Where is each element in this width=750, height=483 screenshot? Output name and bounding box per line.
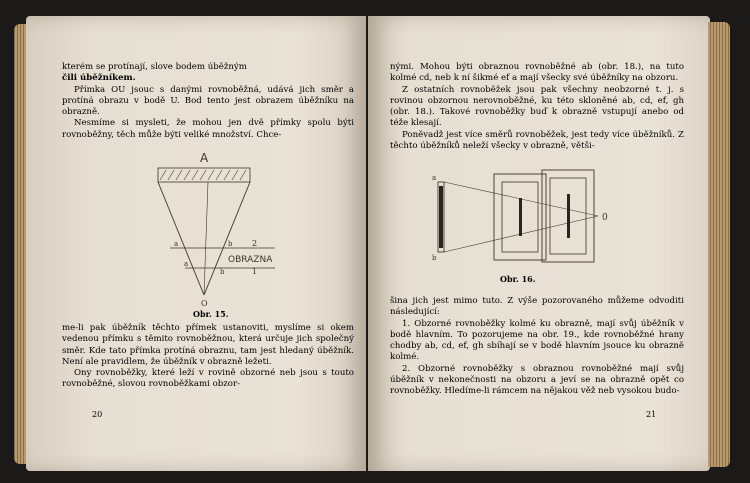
figure-16-caption: Obr. 16. [500,274,536,284]
left-text-bottom [62,323,354,391]
fig15-label-plane: OBRAZNA [228,255,273,265]
paragraph: Z ostatních rovnoběžek jsou pak všechny neobzorné t. j. s rovinou obzornou nerovnoběžné, ku této skloněné ab, cd, ef, gh (obr. 18.). Takové rovnoběžky buď k obrazně vstupují anebo od téže klesají. [390,84,684,129]
page-edges-right [708,22,730,467]
paragraph: Nesmíme si mysleti, že mohou jen dvě přímky spolu býti rovnoběžny, těch může býti veliké množství. Chce- [62,118,354,140]
fig16-label-b: b [432,254,437,262]
page-number-right: 21 [646,410,657,419]
paragraph: Poněvadž jest více směrů rovnoběžek, jest tedy více úběžníků. Z těchto úběžníků neleží všecky v obrazně, větši- [390,129,684,152]
paragraph: kterém se protínají, slove bodem úběžným [62,62,247,72]
paragraph: Ony rovnoběžky, které leží v rovině obzorné neb jsou s touto rovnoběžné, slovou rovnoběžkami obzor- [62,368,354,390]
fig15-label-top: A [200,151,209,165]
right-text-bottom [390,296,684,398]
fig15-label-b1: b [220,268,225,276]
paragraph: Přímka OU jsouc s danými rovnoběžná, udává jich směr a protíná obrazu v bodě U. Bod tento jest obrazem úběžníku na obrazně. [62,84,354,118]
fig15-label-num1: 1 [252,267,258,276]
page-number-left: 20 [92,410,103,419]
figure-16 [430,168,630,268]
fig15-label-eye: O [201,299,208,308]
paragraph: nými. Mohou býti obraznou rovnoběžné ab (obr. 18.), na tuto kolmé cd, neb k ní šikmé ef a mají všecky své úběžníky na obzoru. [390,62,684,84]
fig15-label-a2: a [174,240,179,248]
paragraph: šina jich jest mimo tuto. Z výše pozorovaného můžeme odvoditi následující: [390,296,684,318]
fig15-label-a1: a [184,260,189,268]
right-text-top [390,62,684,152]
paragraph: 2. Obzorné rovnoběžky s obraznou rovnoběžné mají svůj úběžník v nekonečnosti na obzoru a jeví se na obrazně opět co rovnoběžky. Hledíme-li rámcem na nějakou věž neb vysokou budo- [390,363,684,397]
figure-15-caption: Obr. 15. [193,309,229,319]
left-text-top [62,62,354,141]
paragraph: me-li pak úběžník těchto přímek ustanoviti, myslíme si okem vedenou přímku s těmito rovnoběžnou, která určuje jich společný směr. Kde tato přímka protíná obraznu, tam jest hledaný úběžník. Není ale pravidlem, že úběžník v obrazně ležeti. [62,323,354,367]
fig16-label-eye: 0 [602,213,608,223]
paragraph: čili úběžníkem. [62,73,136,84]
fig15-label-num2: 2 [252,239,258,248]
figure-15 [150,150,300,310]
fig15-label-b2: b [228,240,233,248]
paragraph: 1. Obzorné rovnoběžky kolmé ku obrazně, mají svůj úběžník v bodě hlavním. To pozorujeme na obr. 19., kde rovnoběžné hrany chodby ab, cd, ef, gh sbíhají se v bodě hlavním jsouce ku obrazně kolmé. [390,318,684,363]
fig16-label-a: a [432,174,437,182]
